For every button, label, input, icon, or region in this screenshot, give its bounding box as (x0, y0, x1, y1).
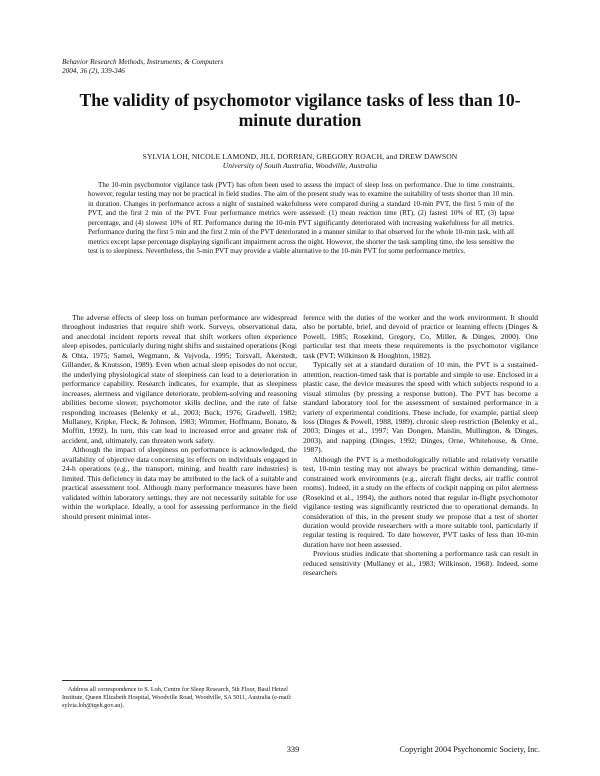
body-paragraph: The adverse effects of sleep loss on human performance are widespread throughout industries that require shift work. Surveys, observational data, and anecdotal incident reports reveal that shift workers often experience sleep episodes, particularly during night shifts and sustained operations (Kogi & Ohta, 1975; Samel, Wegmann, & Vejvoda, 1995; Torsvall, Åkerstedt, Gillander, & Knutsson, 1989). Even when actual sleep episodes do not occur, the underlying physiological state of sleepiness can lead to a deterioration in performance capability. Research indicates, for example, that as sleepiness increases, alertness and vigilance deteriorate, problem-solving and reasoning abilities become slower, psychomotor skills decline, and the rate of false responding increases (Belenky et al., 2003; Buck, 1976; Gradwell, 1982; Mullaney, Kripke, Fleck, & Johnson, 1983; Wimmer, Hoffmann, Bonato, & Moffitt, 1992). In turn, this can lead to increased error and greater risk of accident, and, ultimately, can threaten work safety. (62, 313, 297, 445)
abstract: The 10-min psychomotor vigilance task (PVT) has often been used to assess the impact of sleep loss on performance. Due to time constraints, however, regular testing may not be practical in field studies. The aim of the present study was to examine the suitability of tests shorter than 10 min. in duration. Changes in performance across a night of sustained wakefulness were compared during a standard 10-min PVT, the first 5 min of the PVT, and the first 2 min of the PVT. Four performance metrics were assessed: (1) mean reaction time (RT), (2) fastest 10% of RT, (3) lapse percentage, and (4) slowest 10% of RT. Performance during the 10-min PVT significantly deteriorated with increasing wakefulness for all metrics. Performance during the first 5 min and the first 2 min of the PVT deteriorated in a manner similar to that observed for the whole 10-min task, with all metrics except lapse percentage displaying significant impairment across the night. However, the shorter the task sampling time, the less sensitive the test is to sleepiness. Nevertheless, the 5-min PVT may provide a viable alternative to the 10-min PVT for some performance metrics. (88, 181, 514, 256)
correspondence-footnote: Address all correspondence to S. Loh, Centre for Sleep Research, 5th Floor, Basil Hetzel Institute, Queen Elizabeth Hospital, Woodville Road, Woodville, SA 5011, Australia (e-mail: sylvia.loh@tqeh.gov.au). (62, 686, 292, 710)
journal-name: Behavior Research Methods, Instruments, & Computers (62, 58, 224, 66)
body-column-left (62, 313, 297, 521)
journal-header (62, 58, 362, 76)
footnote-divider (62, 680, 152, 681)
body-column-right (303, 313, 538, 578)
body-paragraph: ference with the duties of the worker and the work environment. It should also be portable, brief, and devoid of practice or learning effects (Dinges & Powell, 1985; Rosekind, Gregory, Co, Miller, & Dinges, 2000). One particular test that meets these requirements is the psychomotor vigilance task (PVT; Wilkinson & Houghton, 1982). (303, 313, 538, 360)
body-paragraph: Previous studies indicate that shortening a performance task can result in reduced sensitivity (Mullaney et al., 1983; Wilkinson, 1968). Indeed, some researchers (303, 549, 538, 578)
page-number: 339 (286, 745, 300, 754)
journal-citation: 2004, 36 (2), 339-346 (62, 67, 125, 75)
author-list: SYLVIA LOH, NICOLE LAMOND, JILL DORRIAN, GREGORY ROACH, and DREW DAWSON (142, 152, 458, 161)
body-paragraph: Although the PVT is a methodologically reliable and relatively versatile test, 10-min testing may not always be practical within demanding, time-constrained work environments (e.g., aircraft flight decks, air traffic control rooms). Indeed, in a study on the effects of cockpit napping on pilot alertness (Rosekind et al., 1994), the authors noted that regular in-flight psychomotor vigilance testing was significantly restricted due to operational demands. In consideration of this, in the present study we propose that a test of shorter duration would provide researchers with a more suitable tool, particularly if regular testing is required. To date however, PVT tasks of less than 10-min duration have not been assessed. (303, 454, 538, 549)
article-title: The validity of psychomotor vigilance tasks of less than 10-minute duration (79, 90, 521, 130)
body-paragraph: Although the impact of sleepiness on performance is acknowledged, the availability of objective data concerning its effects on individuals engaged in 24-h operations (e.g., the transport, mining, and health care industries) is limited. This deficiency in data may be attributed to the lack of a suitable and practical assessment tool. Although many performance measures have been validated within laboratory settings, they are not necessarily suitable for use within the workplace. Ideally, a tool for assessing performance in the field should present minimal inter- (62, 445, 297, 521)
body-paragraph: Typically set at a standard duration of 10 min, the PVT is a sustained-attention, reaction-timed task that is portable and simple to use. Enclosed in a plastic case, the device measures the speed with which subjects respond to a visual stimulus (by pressing a response button). The PVT has become a standard laboratory tool for the assessment of sustained performance in a variety of experimental conditions. These include, for example, partial sleep loss (Dinges & Powell, 1988, 1989), chronic sleep restriction (Belenky et al., 2003; Dinges et al., 1997; Van Dongen, Maislin, Mullington, & Dinges, 2003), and napping (Dinges, 1992; Dinges, Orne, Whitehouse, & Orne, 1987). (303, 360, 538, 455)
author-affiliation: University of South Australia, Woodville, Australia (222, 161, 378, 170)
copyright-notice: Copyright 2004 Psychonomic Society, Inc. (399, 745, 540, 754)
